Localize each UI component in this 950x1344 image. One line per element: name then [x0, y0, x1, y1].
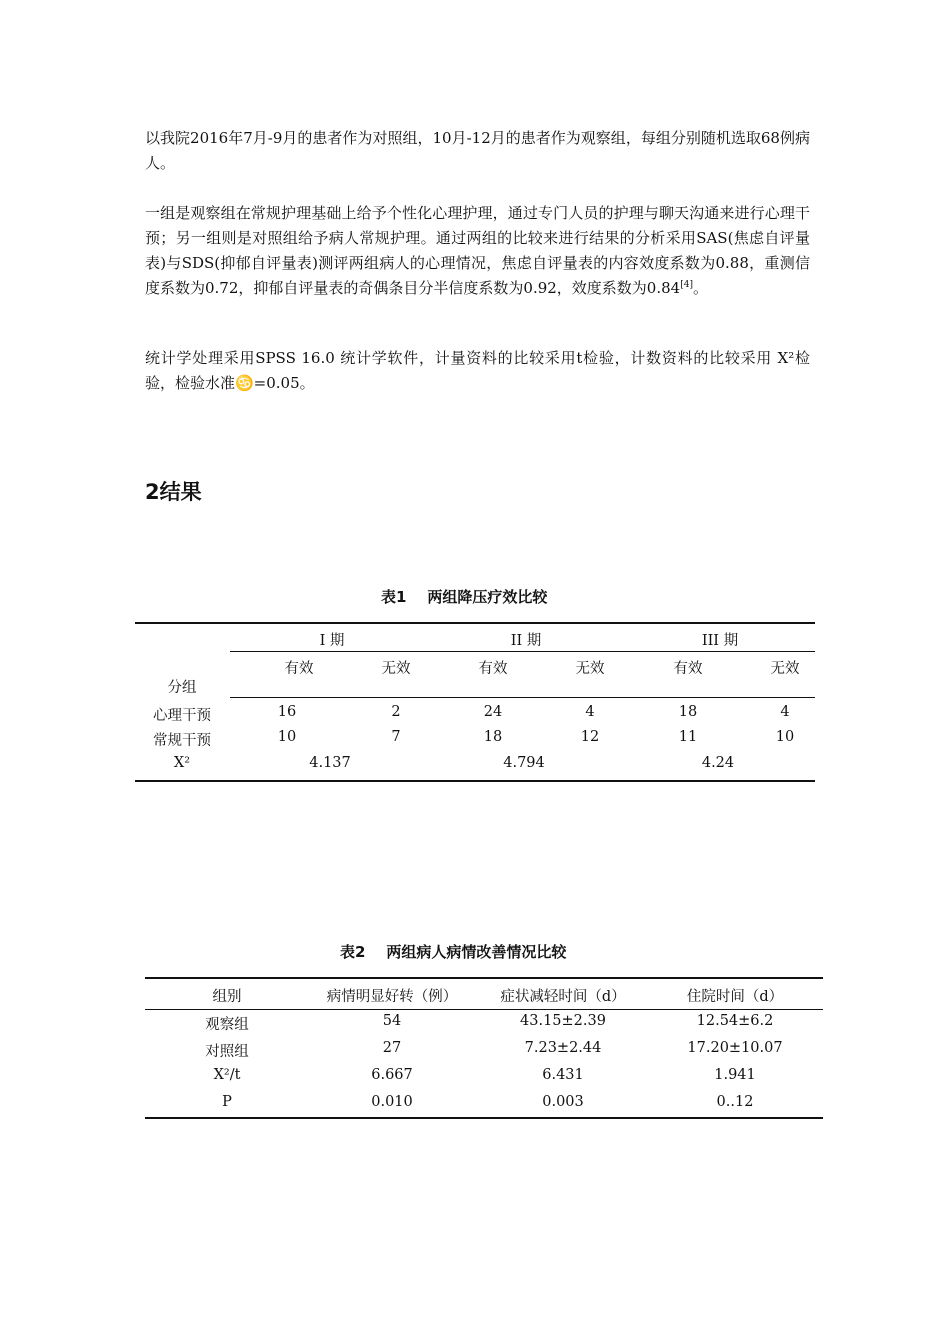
table2-cell: 12.54±6.2 — [696, 1013, 774, 1029]
table1-subheader: 无效 — [381, 661, 411, 677]
table2-header-rule — [145, 1009, 823, 1010]
table2-cell: 观察组 — [205, 1017, 249, 1033]
table2-header: 症状减轻时间（d） — [500, 989, 626, 1005]
table1-cell: 24 — [483, 704, 503, 720]
table1-cell: 18 — [678, 704, 698, 720]
table2-cell: 17.20±10.07 — [687, 1040, 783, 1056]
table2-cell: 0.010 — [371, 1094, 413, 1110]
table1-subheader: 有效 — [284, 661, 314, 677]
table2-cell: 6.667 — [371, 1067, 413, 1083]
paragraph-2 — [145, 201, 810, 301]
table2-cell: 27 — [382, 1040, 402, 1056]
table1 — [135, 622, 815, 782]
table2-header: 住院时间（d） — [686, 989, 784, 1005]
table2-cell: 43.15±2.39 — [520, 1013, 606, 1029]
table1-cell: 4 — [780, 704, 790, 720]
table2-caption: 表2 两组病人病情改善情况比较 — [340, 943, 567, 961]
table1-period-2: II 期 — [510, 633, 542, 649]
table1-cell: 12 — [580, 729, 600, 745]
paragraph-2-text: 一组是观察组在常规护理基础上给予个性化心理护理，通过专门人员的护理与聊天沟通来进行心理干预；另一组则是对照组给予病人常规护理。通过两组的比较来进行结果的分析采用SAS(焦虑自评量表)与SDS(抑郁自评量表)测评两组病人的心理情况，焦虑自评量表的内容效度系数为0.88，重测信度系数为0.72，抑郁自评量表的奇偶条目分半信度系数为0.92，效度系数为0.84 — [145, 204, 810, 297]
table2-header: 组别 — [212, 989, 242, 1005]
table1-cell: 4 — [585, 704, 595, 720]
table1-cell: 16 — [277, 704, 297, 720]
table1-subheader: 无效 — [770, 661, 800, 677]
table1-caption: 表1 两组降压疗效比较 — [381, 588, 548, 606]
table1-subheader: 有效 — [673, 661, 703, 677]
table2-cell: X²/t — [213, 1067, 241, 1083]
paragraph-3: 统计学处理采用SPSS 16.0 统计学软件，计量资料的比较采用t检验，计数资料的比较采用 X²检验，检验水准♋=0.05。 — [145, 349, 810, 392]
table1-cell: 2 — [391, 704, 401, 720]
table1-cell: 18 — [483, 729, 503, 745]
table1-cell: 7 — [391, 729, 401, 745]
table1-period-3: III 期 — [701, 633, 739, 649]
section-heading: 2结果 — [145, 480, 202, 504]
table2 — [145, 977, 823, 1119]
table2-cell: 0..12 — [716, 1094, 754, 1110]
table2-cell: 0.003 — [542, 1094, 584, 1110]
table1-subheader: 有效 — [478, 661, 508, 677]
table1-cell: 10 — [775, 729, 795, 745]
table1-cell: 11 — [678, 729, 698, 745]
table1-cell: 10 — [277, 729, 297, 745]
citation-ref: [4] — [680, 280, 693, 290]
table1-chi-value: 4.137 — [309, 755, 351, 771]
table2-header: 病情明显好转（例） — [326, 989, 458, 1005]
table1-chi-label: X² — [173, 755, 191, 771]
table2-cell: 6.431 — [542, 1067, 584, 1083]
table2-cell: 对照组 — [205, 1044, 249, 1060]
table1-subheader: 无效 — [575, 661, 605, 677]
table1-header-rule — [230, 697, 815, 698]
paragraph-2-end: 。 — [692, 279, 708, 297]
paragraph-1: 以我院2016年7月-9月的患者作为对照组，10月-12月的患者作为观察组，每组分别随机选取68例病人。 — [145, 129, 810, 172]
table1-chi-value: 4.24 — [701, 755, 735, 771]
table2-cell: 7.23±2.44 — [524, 1040, 602, 1056]
table1-row-label: 心理干预 — [153, 708, 211, 724]
table1-row-label: 常规干预 — [153, 733, 211, 749]
table1-mid-rule — [230, 651, 815, 652]
table1-group-header: 分组 — [167, 680, 197, 696]
table2-cell: 54 — [382, 1013, 402, 1029]
table2-cell: 1.941 — [714, 1067, 756, 1083]
table2-cell: P — [222, 1094, 232, 1110]
table1-period-1: I 期 — [319, 633, 345, 649]
table1-chi-value: 4.794 — [503, 755, 545, 771]
